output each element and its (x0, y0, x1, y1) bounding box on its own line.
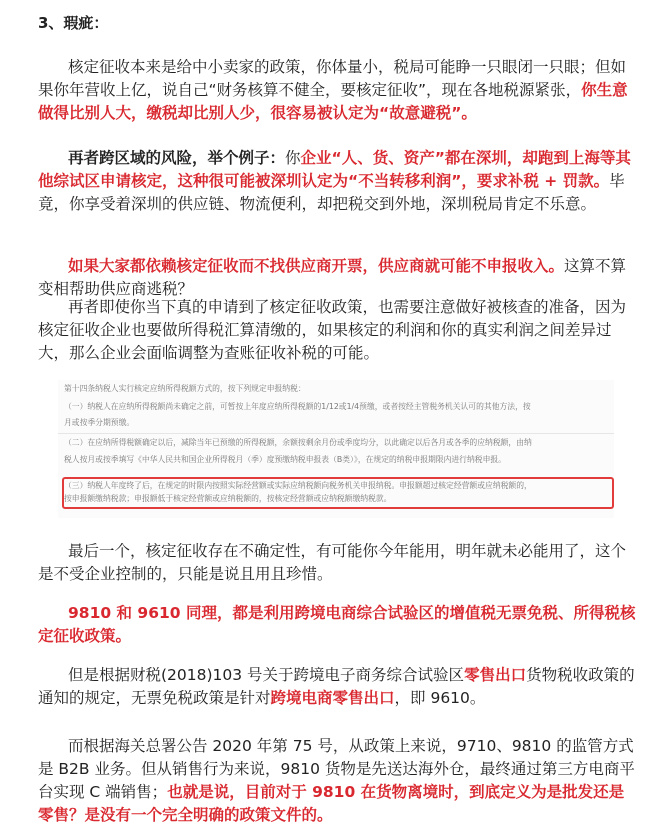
paragraph-1-text: 核定征收本来是给中小卖家的政策，你体量小，税局可能睁一只眼闭一只眼；但如果你年营收上亿，说自己“财务核算不健全，要核定征收”，现在各地税源紧张， (38, 58, 627, 99)
paragraph-8 (38, 735, 638, 827)
paragraph-5-text: 最后一个，核定征收存在不确定性，有可能你今年能用，明年就未必能用了，这个是不受企业控制的，只能是说且用且珍惜。 (38, 542, 627, 583)
section-heading: 3、瑕疵： (38, 14, 109, 32)
paragraph-4-text: 再者即使你当下真的申请到了核定征收政策，也需要注意做好被核查的准备，因为核定征收企业也要做所得税汇算清缴的，如果核定的利润和你的真实利润之间差异过大，那么企业会面临调整为查账征收补税的可能。 (38, 298, 627, 362)
doc-line-5: 税人按月或按季填写《中华人民共和国企业所得税月（季）度预缴纳税申报表（B类）》，在规定的纳税申报期限内进行纳税申报。 (64, 455, 506, 464)
paragraph-6-highlight: 9810 和 9610 同理，都是利用跨境电商综合试验区的增值税无票免税、所得税核定征收政策。 (38, 604, 636, 645)
doc-line-6: （三）纳税人年度终了后，在规定的时限内按照实际经营额或实际应纳税额向税务机关申报纳税。申报额超过核定经营额或应纳税额的， (64, 481, 532, 490)
highlight-box (62, 477, 614, 509)
paragraph-2-text-b: 毕竟，你享受着深圳的供应链、物流便利，却把税交到外地，深圳税局肯定不乐意。 (38, 172, 625, 213)
paragraph-7-highlight-a: 零售出口 (464, 666, 527, 684)
paragraph-7-highlight-b: 跨境电商零售出口 (270, 689, 395, 707)
doc-line-4: （二）在应纳所得税额确定以后，减除当年已预缴的所得税额，余额按剩余月份或季度均分，以此确定以后各月或各季的应纳税额，由纳 (64, 438, 532, 447)
paragraph-5 (38, 540, 638, 586)
doc-divider (58, 433, 614, 434)
paragraph-7-text-a: 但是根据财税(2018)103 号关于跨境电子商务综合试验区 (68, 666, 465, 684)
paragraph-7 (38, 664, 638, 710)
paragraph-1 (38, 56, 638, 125)
paragraph-1-highlight: 你生意做得比别人大，缴税却比别人少，很容易被认定为“故意避税”。 (38, 81, 628, 122)
paragraph-7-text-b: 货物税收政策的通知的规定，无票免税政策是针对 (38, 666, 635, 707)
paragraph-3-text: 这算不算变相帮助供应商逃税？ (38, 257, 627, 298)
paragraph-3-highlight: 如果大家都依赖核定征收而不找供应商开票，供应商就可能不申报收入。 (68, 257, 565, 275)
paragraph-2-highlight: 企业“人、货、资产”都在深圳，却跑到上海等其他综试区申请核定，这种很可能被深圳认定为“不当转移利润”，要求补税 + 罚款。 (38, 149, 631, 190)
paragraph-6 (38, 602, 638, 648)
paragraph-2-lead: 再者跨区域的风险，举个例子： (68, 149, 286, 167)
doc-line-1: 第十四条纳税人实行核定应纳所得税额方式的，按下列规定申报纳税： (64, 384, 306, 393)
paragraph-7-text-c: ，即 9610。 (394, 689, 486, 707)
doc-line-2: （一）纳税人在应纳所得税额尚未确定之前，可暂按上年度应纳所得税额的1/12或1/4预缴，或者按经主管税务机关认可的其他方法，按 (64, 402, 531, 411)
paragraph-2-text-a: 你 (285, 149, 301, 167)
doc-line-3: 月或按季分期预缴。 (64, 418, 135, 427)
paragraph-2 (38, 147, 638, 216)
paragraph-4 (38, 296, 638, 365)
policy-document-image (58, 380, 614, 518)
paragraph-8-highlight: 也就是说，目前对于 9810 在货物离境时，到底定义为是批发还是零售？是没有一个完全明确的政策文件的。 (38, 783, 625, 824)
doc-line-7: 按申报额缴纳税款；申报额低于核定经营额或应纳税额的，按核定经营额或应纳税额缴纳税款。 (64, 494, 392, 503)
paragraph-8-text: 而根据海关总署公告 2020 年第 75 号，从政策上来说，9710、9810 的监管方式是 B2B 业务。但从销售行为来说，9810 货物是先送达海外仓，最终通过第三方电商平台实现 C 端销售； (38, 737, 635, 801)
paragraph-3 (38, 255, 638, 301)
